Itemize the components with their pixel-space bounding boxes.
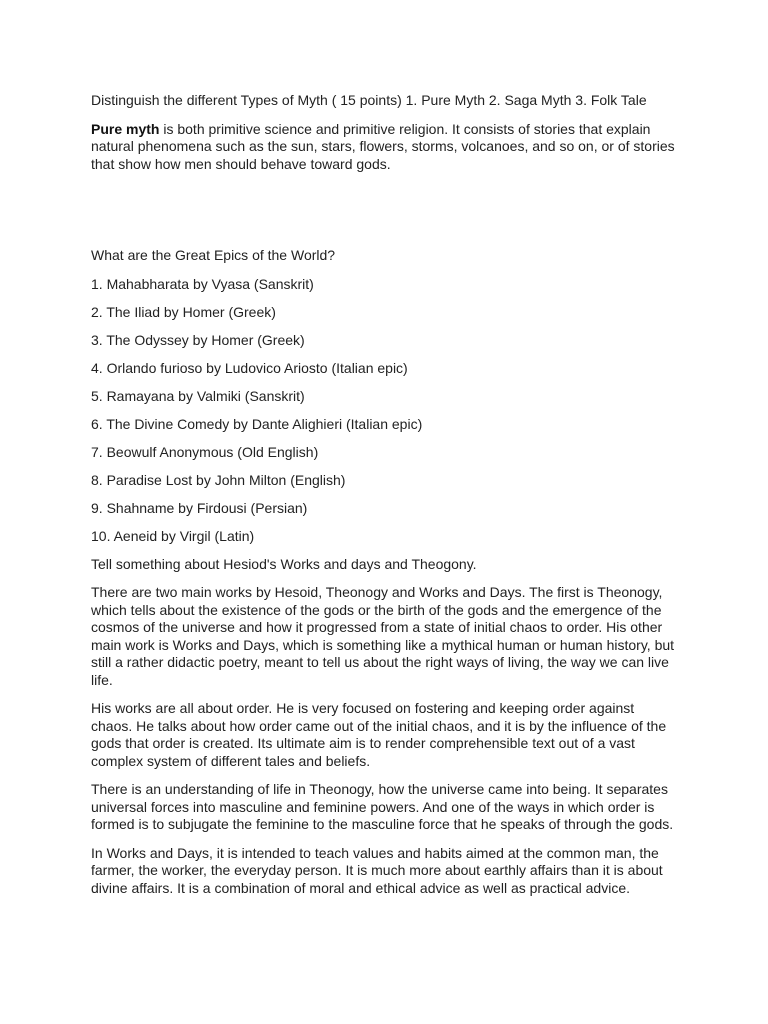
question-great-epics: What are the Great Epics of the World? xyxy=(91,247,336,263)
epic-item-3: 3. The Odyssey by Homer (Greek) xyxy=(91,331,305,348)
epic-item-5: 5. Ramayana by Valmiki (Sanskrit) xyxy=(91,387,305,404)
question-hesiod: Tell something about Hesiod's Works and days and Theogony. xyxy=(91,555,477,572)
epic-item-7: 7. Beowulf Anonymous (Old English) xyxy=(91,443,319,460)
pure-myth-paragraph xyxy=(91,121,678,174)
hesiod-paragraph-2: His works are all about order. He is very focused on fostering and keeping order against chaos. He talks about how order came out of the initial chaos, and it is by the influence of the gods that order is created. Its ultimate aim is to render comprehensible text out of a vast complex system of different tales and beliefs. xyxy=(91,700,667,769)
epic-item-4: 4. Orlando furioso by Ludovico Ariosto (Italian epic) xyxy=(91,359,408,376)
epic-item-1: 1. Mahabharata by Vyasa (Sanskrit) xyxy=(91,275,314,292)
epic-item-2: 2. The Iliad by Homer (Greek) xyxy=(91,303,276,320)
epic-item-6: 6. The Divine Comedy by Dante Alighieri (Italian epic) xyxy=(91,415,423,432)
epics-list xyxy=(91,276,678,546)
epic-item-8: 8. Paradise Lost by John Milton (English) xyxy=(91,471,346,488)
epic-item-9: 9. Shahname by Firdousi (Persian) xyxy=(91,499,308,516)
hesiod-paragraph-4: In Works and Days, it is intended to teach values and habits aimed at the common man, the farmer, the worker, the everyday person. It is much more about earthly affairs than it is about divine affairs. It is a combination of moral and ethical advice as well as practical advice. xyxy=(91,844,663,896)
epic-item-10: 10. Aeneid by Virgil (Latin) xyxy=(91,527,255,544)
question-myth-types: Distinguish the different Types of Myth ( 15 points) 1. Pure Myth 2. Saga Myth 3. Folk Tale xyxy=(91,92,647,108)
pure-myth-text: is both primitive science and primitive religion. It consists of stories that explain natural phenomena such as the sun, stars, flowers, storms, volcanoes, and so on, or of stories that show how men should behave toward gods. xyxy=(91,120,675,172)
pure-myth-term: Pure myth xyxy=(91,120,160,137)
hesiod-paragraph-3: There is an understanding of life in Theonogy, how the universe came into being. It separates universal forces into masculine and feminine powers. And one of the ways in which order is formed is to subjugate the feminine to the masculine force that he speaks of through the gods. xyxy=(91,781,674,832)
hesiod-paragraph-1: There are two main works by Hesoid, Theonogy and Works and Days. The first is Theonogy, which tells about the existence of the gods or the birth of the gods and the emergence of the cosmos of the universe and how it progressed from a state of initial chaos to order. His other main work is Works and Days, which is something like a mythical human or human history, but still a rather didactic poetry, meant to tell us about the right ways of living, the way we can live life. xyxy=(91,584,675,688)
